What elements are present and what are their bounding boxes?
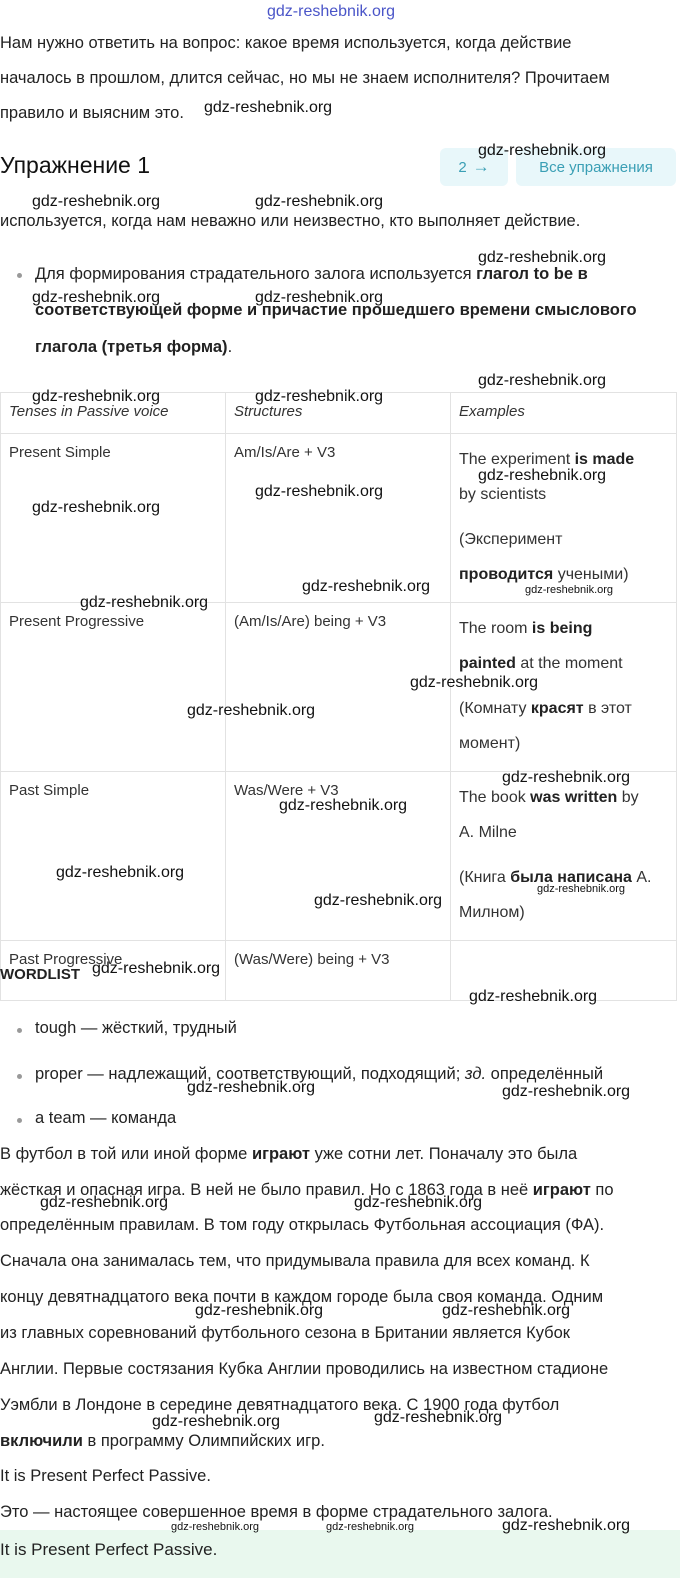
wordlist-item: a team — команда (35, 1109, 177, 1127)
watermark: gdz-reshebnik.org (374, 1409, 503, 1426)
watermark: gdz-reshebnik.org (469, 988, 598, 1005)
table-cell-structure: Am/Is/Are + V3 (226, 434, 451, 603)
table-cell-example: The room is being painted at the moment (Комнату красят в этот момент) (451, 603, 677, 772)
bullet-dot (17, 273, 22, 278)
watermark: gdz-reshebnik.org (410, 674, 539, 691)
all-exercises-label: Все упражнения (539, 158, 653, 176)
table-cell-example: The experiment is made by scientists (Эксперимент проводится учеными) (451, 434, 677, 603)
watermark: gdz-reshebnik.org (195, 1302, 324, 1319)
text-line: жёсткая и опасная игра. В ней не было правил. Но с 1863 года в неё играют по (0, 1181, 614, 1199)
bullet-dot (17, 1118, 22, 1123)
rule-bullet-line-1 (35, 265, 588, 284)
next-exercise-number: 2 (458, 158, 467, 176)
watermark: gdz-reshebnik.org (187, 702, 316, 719)
watermark: gdz-reshebnik.org (502, 1517, 631, 1534)
table-cell-tense: Past Simple (1, 772, 226, 941)
watermark: gdz-reshebnik.org (32, 193, 161, 210)
watermark: gdz-reshebnik.org (537, 883, 626, 895)
rule-bullet-text: Для формирования страдательного залога используется (35, 265, 477, 283)
watermark: gdz-reshebnik.org (255, 483, 384, 500)
watermark: gdz-reshebnik.org (56, 864, 185, 881)
watermark: gdz-reshebnik.org (80, 594, 209, 611)
rule-bullet-bold: глагола (третья форма) (35, 338, 228, 356)
watermark: gdz-reshebnik.org (32, 499, 161, 516)
table-header: Structures (226, 393, 451, 434)
watermark: gdz-reshebnik.org (255, 289, 384, 306)
table-cell-example: The book was written by A. Milne (Книга была написана А. Милном) (451, 772, 677, 941)
arrow-right-icon: → (472, 157, 490, 176)
text-line: концу девятнадцатого века почти в каждом городе была своя команда. Одним (0, 1288, 604, 1306)
table-cell-structure: (Was/Were) being + V3 (226, 941, 451, 1001)
watermark: gdz-reshebnik.org (32, 289, 161, 306)
intro-line-3: правило и выясним это. (0, 104, 184, 122)
watermark: gdz-reshebnik.org (478, 142, 607, 159)
answer-highlighted: It is Present Perfect Passive. (0, 1540, 218, 1559)
rule-bullet-end: . (227, 338, 233, 356)
wordlist-item: tough — жёсткий, трудный (35, 1019, 237, 1037)
text-line: Сначала она занималась тем, что придумывала правила для всех команд. К (0, 1252, 590, 1270)
rule-bullet-line-3 (35, 338, 232, 357)
watermark: gdz-reshebnik.org (187, 1079, 316, 1096)
text-line: из главных соревнований футбольного сезона в Британии является Кубок (0, 1324, 570, 1342)
bullet-dot (17, 1074, 22, 1079)
table-header: Tenses in Passive voice (1, 393, 226, 434)
watermark: gdz-reshebnik.org (255, 193, 384, 210)
watermark: gdz-reshebnik.org (525, 584, 614, 596)
watermark: gdz-reshebnik.org (92, 960, 221, 977)
rule-bullet-bold: глагол to be в (476, 265, 588, 283)
table-cell-tense: Present Simple (1, 434, 226, 603)
watermark: gdz-reshebnik.org (326, 1521, 415, 1533)
intro-line-2: началось в прошлом, длится сейчас, но мы не знаем исполнителя? Прочитаем (0, 69, 610, 87)
wordlist-item: proper — надлежащий, соответствующий, подходящий; зд. определённый (35, 1065, 604, 1083)
table-cell-tense: Past Progressive (1, 941, 226, 1001)
rule-bullet-bold: соответствующей форме и причастие прошедшего времени смыслового (35, 301, 637, 319)
watermark: gdz-reshebnik.org (204, 99, 333, 116)
text-line: В футбол в той или иной форме играют уже сотни лет. Поначалу это была (0, 1145, 578, 1163)
table-cell-structure: (Am/Is/Are) being + V3 (226, 603, 451, 772)
bullet-dot (17, 1028, 22, 1033)
text-line: Англии. Первые состязания Кубка Англии проводились на известном стадионе (0, 1360, 609, 1378)
text-line: Уэмбли в Лондоне в середине девятнадцатого века. С 1900 года футбол (0, 1396, 560, 1414)
watermark: gdz-reshebnik.org (478, 467, 607, 484)
watermark: gdz-reshebnik.org (502, 1083, 631, 1100)
watermark: gdz-reshebnik.org (279, 797, 408, 814)
table-cell-tense: Present Progressive (1, 603, 226, 772)
text-line: определённым правилам. В том году открылась Футбольная ассоциация (ФА). (0, 1216, 605, 1234)
exercise-title: Упражнение 1 (0, 152, 151, 178)
rule-text: используется, когда нам неважно или неизвестно, кто выполняет действие. (0, 212, 581, 230)
answer-line: It is Present Perfect Passive. (0, 1467, 211, 1485)
watermark: gdz-reshebnik.org (267, 3, 396, 20)
watermark: gdz-reshebnik.org (32, 388, 161, 405)
watermark: gdz-reshebnik.org (502, 769, 631, 786)
table-header: Examples (451, 393, 677, 434)
watermark: gdz-reshebnik.org (314, 892, 443, 909)
watermark: gdz-reshebnik.org (302, 578, 431, 595)
watermark: gdz-reshebnik.org (478, 249, 607, 266)
watermark: gdz-reshebnik.org (40, 1194, 169, 1211)
table-cell-structure: Was/Were + V3 (226, 772, 451, 941)
watermark: gdz-reshebnik.org (171, 1521, 260, 1533)
wordlist-title: WORDLIST (0, 966, 80, 983)
text-line: включили в программу Олимпийских игр. (0, 1432, 325, 1450)
intro-line-1: Нам нужно ответить на вопрос: какое время используется, когда действие (0, 34, 572, 52)
watermark: gdz-reshebnik.org (354, 1194, 483, 1211)
watermark: gdz-reshebnik.org (152, 1413, 281, 1430)
watermark: gdz-reshebnik.org (255, 388, 384, 405)
watermark: gdz-reshebnik.org (442, 1302, 571, 1319)
explain-line: Это — настоящее совершенное время в форме страдательного залога. (0, 1503, 553, 1521)
table-row (1, 603, 677, 772)
watermark: gdz-reshebnik.org (478, 372, 607, 389)
